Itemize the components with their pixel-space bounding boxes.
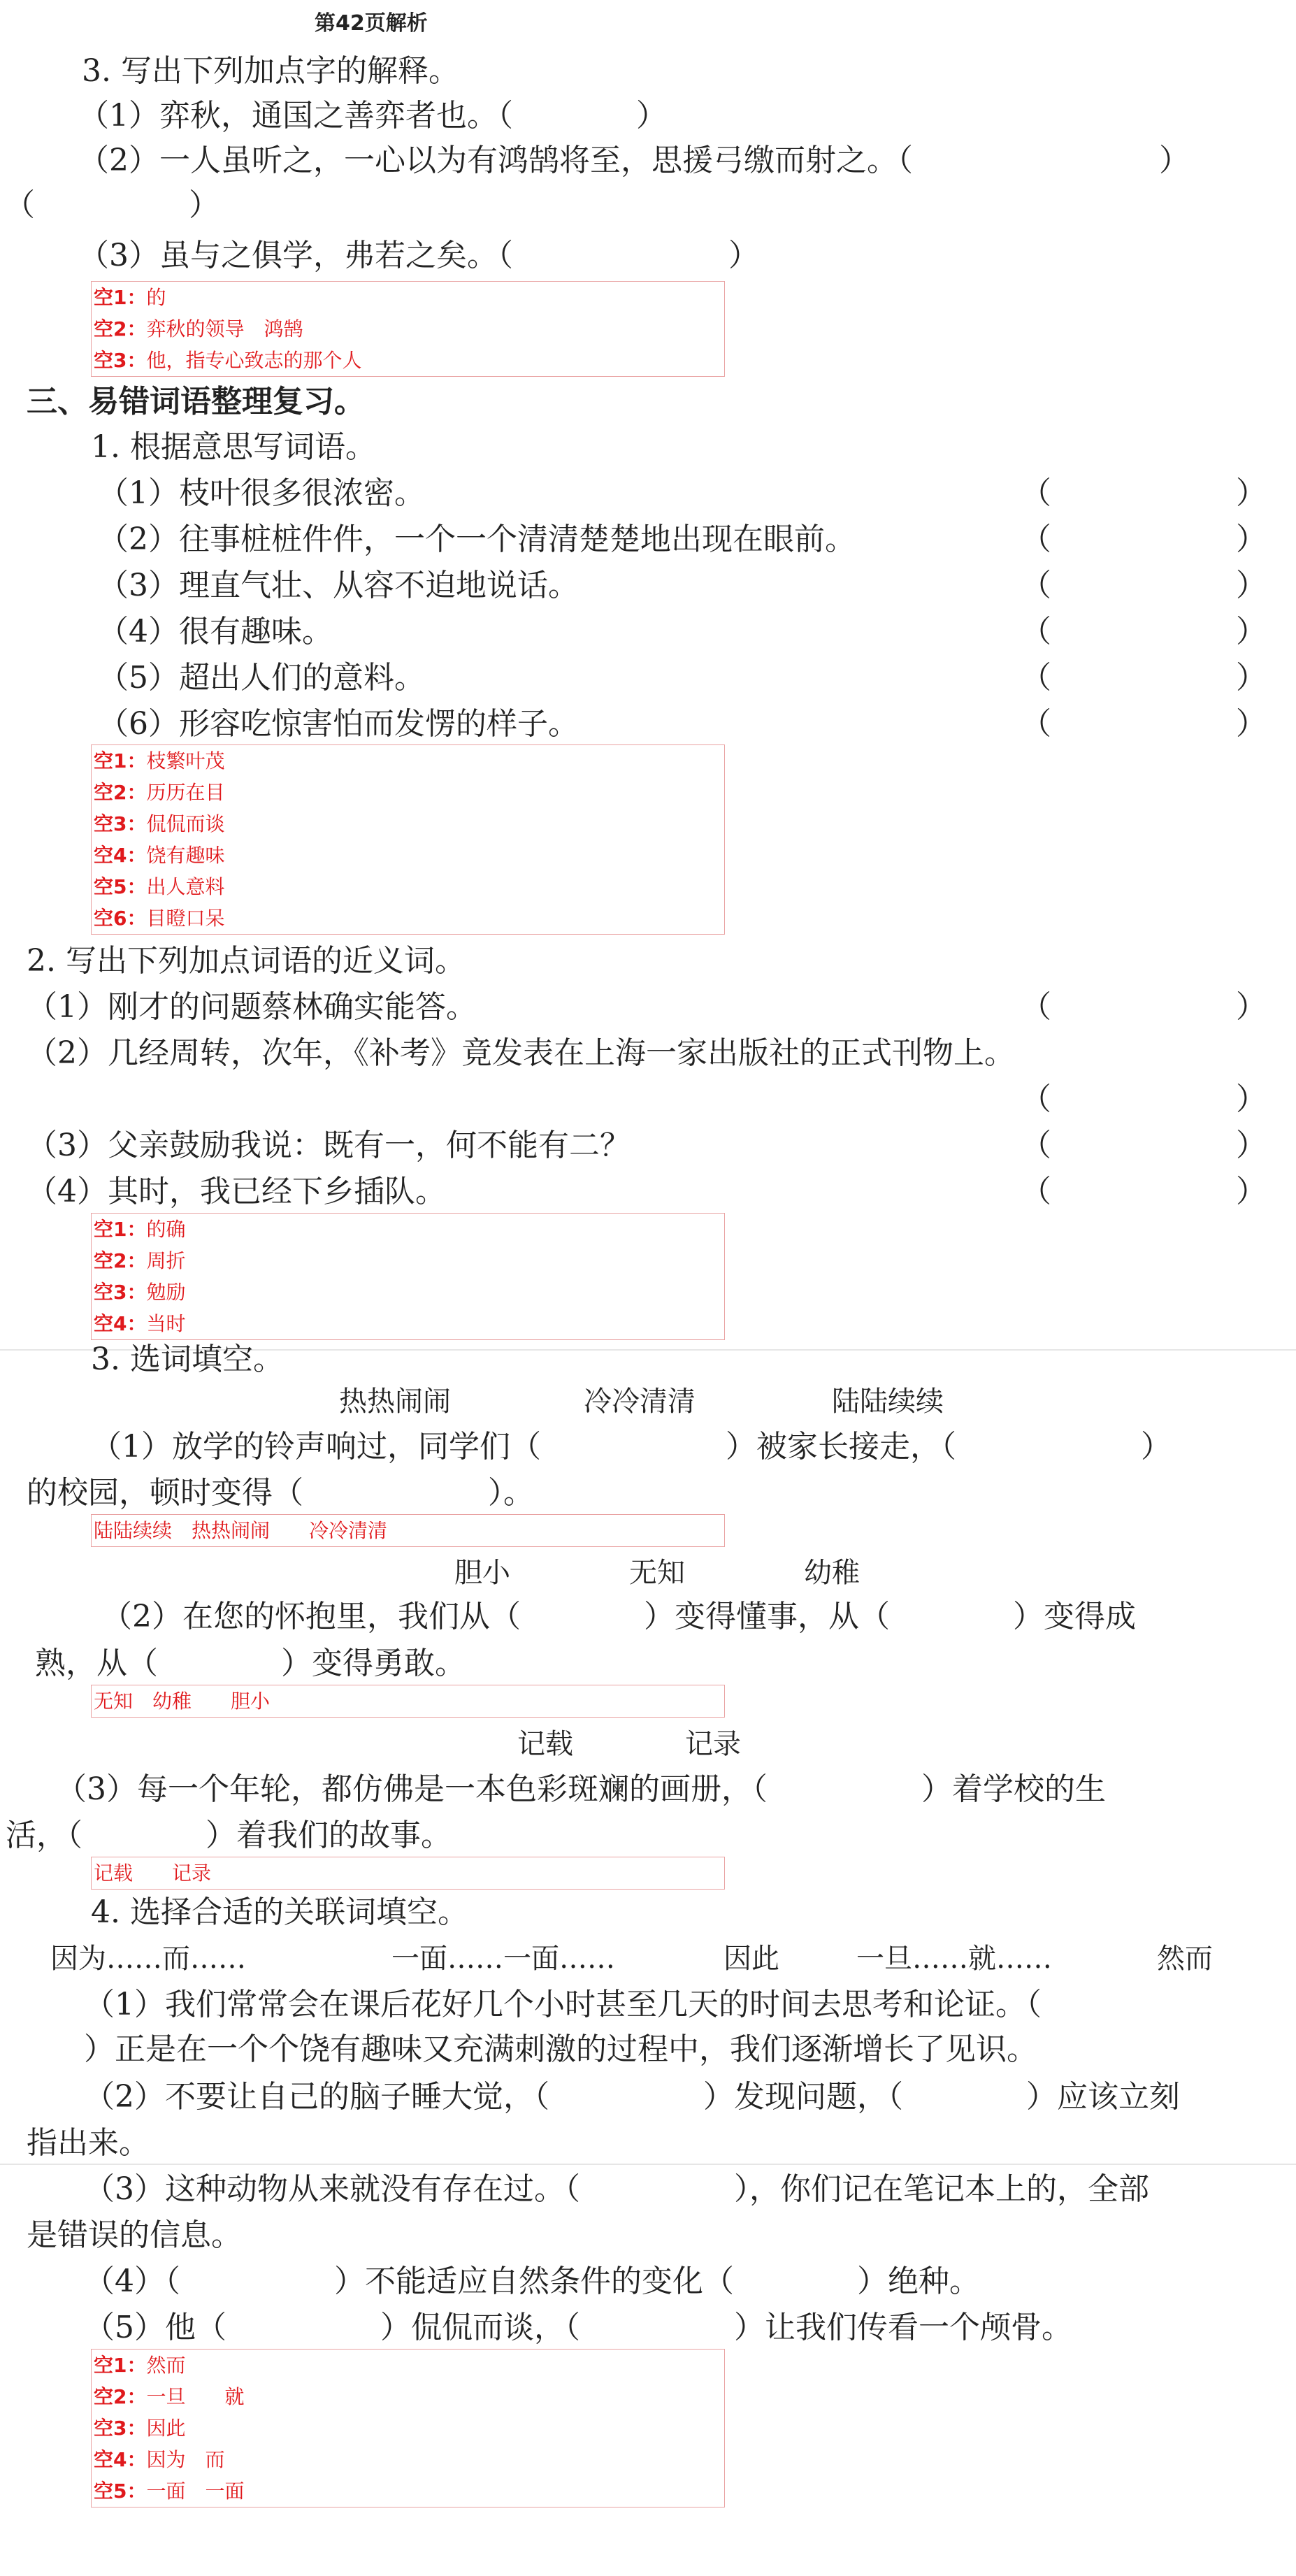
question-3-item-1: （1）弈秋，通国之善弈者也。（ ） <box>78 98 667 134</box>
answer-row: 空3：侃侃而谈 <box>94 812 225 835</box>
s3-q4-line: （2）不要让自己的脑子睡大觉，（ ）发现问题，（ ）应该立刻 <box>84 2079 1180 2115</box>
answer-row: 空3：他，指专心致志的那个人 <box>94 349 362 372</box>
answer-row: 空1：然而 <box>94 2354 186 2377</box>
s3-q4-line: ）正是在一个个饶有趣味又充满刺激的过程中，我们逐渐增长了见识。 <box>84 2031 1037 2067</box>
blank-paren[interactable]: （ ） <box>1021 706 1267 742</box>
blank-paren[interactable]: （ ） <box>1021 475 1267 511</box>
answer-row: 空2：历历在目 <box>94 781 225 804</box>
question-3-heading: 3. 写出下列加点字的解释。 <box>82 53 459 89</box>
s3-q1-item: （5）超出人们的意料。 <box>98 660 425 696</box>
answer-row: 记载 记录 <box>94 1862 212 1885</box>
blank-paren[interactable]: （ ） <box>1021 614 1267 649</box>
s3-q3-heading: 3. 选词填空。 <box>91 1341 284 1377</box>
word-choice: 记录 <box>685 1728 741 1760</box>
page-title: 第42页解析 <box>315 11 428 36</box>
s3-q2-item: （1）刚才的问题蔡林确实能答。 <box>27 989 477 1025</box>
answer-box-s3-q1 <box>91 744 725 935</box>
answer-row: 空2：一旦 就 <box>94 2385 245 2408</box>
s3-q4-line: （3）这种动物从来就没有存在过。（ ），你们记在笔记本上的，全部 <box>84 2171 1149 2207</box>
blank-paren[interactable]: （ ） <box>1021 1081 1267 1117</box>
s3-q1-item: （1）枝叶很多很浓密。 <box>98 475 425 511</box>
section-heading: 三、易错词语整理复习。 <box>27 384 365 419</box>
s3-q2-item: （4）其时，我已经下乡插队。 <box>27 1174 446 1209</box>
s3-q1-heading: 1. 根据意思写词语。 <box>91 429 376 465</box>
question-3-item-3: （3）虽与之俱学，弗若之矣。（ ） <box>78 238 759 273</box>
s3-q4-line: 是错误的信息。 <box>27 2217 242 2253</box>
answer-row: 空1：的确 <box>94 1218 186 1241</box>
s3-q4-line: （4）（ ）不能适应自然条件的变化（ ）绝种。 <box>84 2264 980 2299</box>
answer-row: 无知 幼稚 胆小 <box>94 1690 271 1713</box>
answer-row: 空1：的 <box>94 286 166 309</box>
word-choice: 因此 <box>723 1943 779 1975</box>
divider <box>0 2164 1296 2165</box>
s3-q3-1-line1: （1）放学的铃声响过，同学们（ ）被家长接走，（ ） <box>91 1429 1172 1465</box>
s3-q2-item: （2）几经周转，次年，《补考》竟发表在上海一家出版社的正式刊物上。 <box>27 1035 1015 1071</box>
blank-paren[interactable]: （ ） <box>1021 1174 1267 1209</box>
word-choice: 因为……而…… <box>50 1943 246 1975</box>
answer-box-s3-q3-3 <box>91 1857 725 1890</box>
blank-paren[interactable]: （ ） <box>1021 568 1267 603</box>
blank-paren[interactable]: （ ） <box>1021 521 1267 557</box>
s3-q2-item: （3）父亲鼓励我说：既有一，何不能有二？ <box>27 1128 631 1163</box>
question-3-item-2: （2）一人虽听之，一心以为有鸿鹄将至，思援弓缴而射之。（ ） <box>78 143 1190 178</box>
s3-q1-item: （6）形容吃惊害怕而发愣的样子。 <box>98 706 579 742</box>
answer-row: 空2：周折 <box>94 1249 186 1272</box>
blank-paren[interactable]: （ ） <box>1021 1128 1267 1163</box>
answer-row: 空3：勉励 <box>94 1281 186 1304</box>
answer-row: 空3：因此 <box>94 2417 186 2440</box>
word-choice: 胆小 <box>454 1557 510 1589</box>
s3-q1-item: （3）理直气壮、从容不迫地说话。 <box>98 568 579 603</box>
answer-box-s3-q4 <box>91 2349 725 2507</box>
word-choice: 热热闹闹 <box>339 1386 451 1418</box>
answer-row: 空4：饶有趣味 <box>94 844 225 867</box>
answer-box-q3 <box>91 281 725 377</box>
blank-paren[interactable]: （ ） <box>1021 989 1267 1025</box>
answer-box-s3-q2 <box>91 1213 725 1340</box>
s3-q4-line: （1）我们常常会在课后花好几个小时甚至几天的时间去思考和论证。（ <box>84 1987 1042 2022</box>
word-choice: 然而 <box>1157 1943 1213 1975</box>
word-choice: 陆陆续续 <box>832 1386 944 1418</box>
answer-row: 空4：因为 而 <box>94 2448 225 2471</box>
word-choice: 冷冷清清 <box>584 1386 696 1418</box>
answer-row: 空5：出人意料 <box>94 875 225 898</box>
blank-paren[interactable]: （ ） <box>1021 660 1267 696</box>
answer-box-s3-q3-2 <box>91 1685 725 1718</box>
word-choice: 无知 <box>629 1557 685 1589</box>
s3-q4-line: （5）他（ ）侃侃而谈，（ ）让我们传看一个颅骨。 <box>84 2310 1072 2345</box>
question-3-item-2-cont: （ ） <box>4 187 219 223</box>
word-choice: 一旦……就…… <box>856 1943 1052 1975</box>
s3-q3-2-line2: 熟，从（ ）变得勇敢。 <box>35 1646 466 1681</box>
answer-row: 空6：目瞪口呆 <box>94 907 225 930</box>
s3-q3-3-line1: （3）每一个年轮，都仿佛是一本色彩斑斓的画册，（ ）着学校的生 <box>56 1771 1106 1807</box>
answer-row: 陆陆续续 热热闹闹 冷冷清清 <box>94 1519 388 1542</box>
s3-q3-3-line2: 活，（ ）着我们的故事。 <box>6 1818 452 1853</box>
word-choice: 幼稚 <box>804 1557 860 1589</box>
answer-box-s3-q3-1 <box>91 1514 725 1547</box>
s3-q1-item: （4）很有趣味。 <box>98 614 333 649</box>
word-choice: 记载 <box>517 1728 573 1760</box>
s3-q2-heading: 2. 写出下列加点词语的近义词。 <box>27 943 466 979</box>
s3-q4-heading: 4. 选择合适的关联词填空。 <box>91 1894 468 1930</box>
s3-q3-1-line2: 的校园，顿时变得（ ）。 <box>27 1475 534 1511</box>
word-choice: 一面……一面…… <box>391 1943 615 1975</box>
answer-row: 空2：弈秋的领导 鸿鹄 <box>94 317 303 340</box>
answer-row: 空5：一面 一面 <box>94 2480 245 2503</box>
answer-row: 空4：当时 <box>94 1312 186 1335</box>
answer-row: 空1：枝繁叶茂 <box>94 749 225 772</box>
s3-q1-item: （2）往事桩桩件件，一个一个清清楚楚地出现在眼前。 <box>98 521 856 557</box>
s3-q3-2-line1: （2）在您的怀抱里，我们从（ ）变得懂事，从（ ）变得成 <box>101 1599 1136 1634</box>
s3-q4-line: 指出来。 <box>27 2125 150 2161</box>
